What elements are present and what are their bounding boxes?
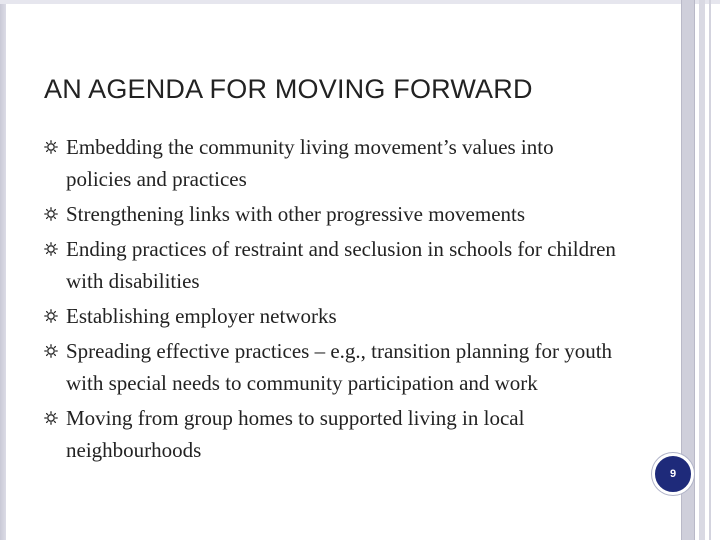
bullet-item (44, 198, 624, 230)
sun-icon (44, 233, 66, 265)
sun-icon (44, 300, 66, 332)
slide-frame-left (0, 0, 6, 540)
slide-title: AN AGENDA FOR MOVING FORWARD (44, 74, 533, 104)
bullet-item (44, 402, 624, 466)
bullet-item (44, 335, 624, 399)
sun-icon (44, 131, 66, 163)
bullet-text: Ending practices of restraint and seclusion in schools for children with disabilities (66, 237, 616, 293)
slide-frame-top (0, 0, 720, 4)
sun-icon (44, 198, 66, 230)
bullet-text: Establishing employer networks (66, 304, 337, 328)
page-number-badge: 9 (652, 453, 694, 495)
bullet-item (44, 300, 624, 332)
bullet-item (44, 131, 624, 195)
bullet-text: Strengthening links with other progressive movements (66, 202, 526, 226)
bullet-text: Moving from group homes to supported living in local neighbourhoods (66, 406, 525, 462)
bullet-text: Embedding the community living movement’s values into policies and practices (66, 135, 554, 191)
bullet-text: Spreading effective practices – e.g., transition planning for youth with special needs to community participation and work (66, 339, 613, 395)
slide-side-rail-inner (699, 0, 705, 540)
sun-icon (44, 402, 66, 434)
bullet-item (44, 233, 624, 297)
slide-side-rail-line (709, 0, 711, 540)
sun-icon (44, 335, 66, 367)
bullet-list (44, 131, 624, 469)
